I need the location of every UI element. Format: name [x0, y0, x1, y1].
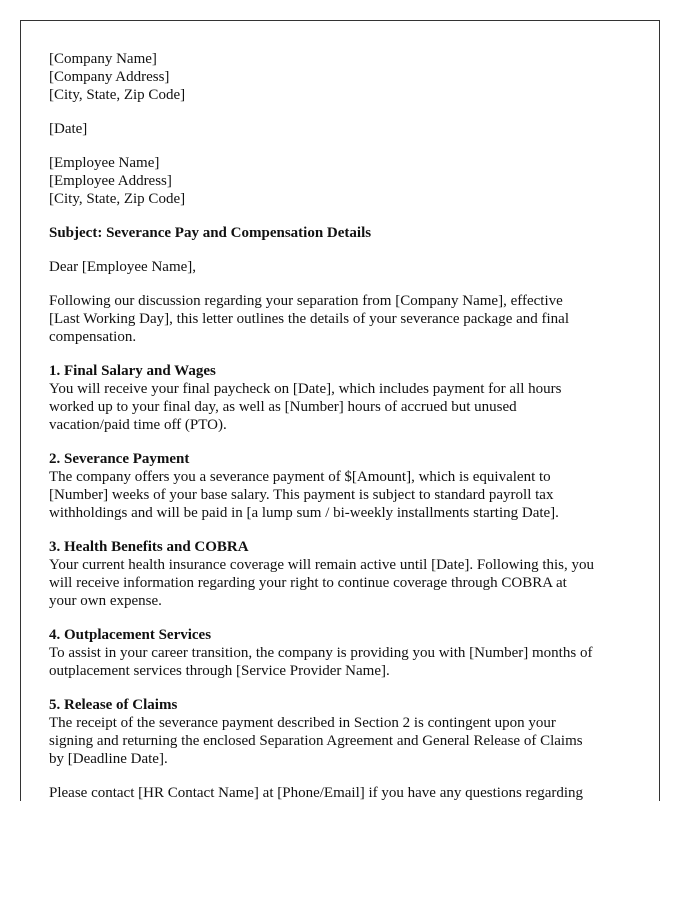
text-line: You will receive your final paycheck on [Date], which includes payment for all hours — [49, 381, 562, 397]
text-line: [Number] weeks of your base salary. This payment is subject to standard payroll tax — [49, 487, 554, 503]
text-line: signing and returning the enclosed Separation Agreement and General Release of Claims — [49, 733, 583, 749]
recipient-address — [49, 154, 659, 208]
text-line: will receive information regarding your right to continue coverage through COBRA at — [49, 575, 567, 591]
section-release-of-claims — [49, 696, 659, 768]
sender-address — [49, 50, 659, 104]
letter-date: [Date] — [49, 121, 88, 137]
text-line: [Last Working Day], this letter outlines the details of your severance package and final — [49, 311, 570, 327]
section-final-salary — [49, 362, 659, 434]
text-line: Your current health insurance coverage will remain active until [Date]. Following this, you — [49, 557, 594, 573]
text-line: worked up to your final day, as well as [Number] hours of accrued but unused — [49, 399, 517, 415]
employee-name: [Employee Name] — [49, 155, 160, 171]
text-line: by [Deadline Date]. — [49, 751, 168, 767]
company-city: [City, State, Zip Code] — [49, 87, 186, 103]
text-line: The receipt of the severance payment described in Section 2 is contingent upon your — [49, 715, 556, 731]
subject-line: Subject: Severance Pay and Compensation Details — [49, 225, 372, 241]
section-heading: 4. Outplacement Services — [49, 627, 212, 643]
company-address: [Company Address] — [49, 69, 170, 85]
intro-paragraph — [49, 292, 659, 346]
text-line: Please contact [HR Contact Name] at [Phone/Email] if you have any questions regarding — [49, 785, 584, 801]
text-line: Following our discussion regarding your separation from [Company Name], effective — [49, 293, 563, 309]
text-line: outplacement services through [Service Provider Name]. — [49, 663, 390, 679]
closing-paragraph — [49, 784, 659, 801]
letter-page — [20, 20, 660, 801]
text-line: To assist in your career transition, the company is providing you with [Number] months of — [49, 645, 593, 661]
section-heading: 5. Release of Claims — [49, 697, 178, 713]
section-health-benefits — [49, 538, 659, 610]
text-line: The company offers you a severance payment of $[Amount], which is equivalent to — [49, 469, 551, 485]
company-name: [Company Name] — [49, 51, 157, 67]
employee-city: [City, State, Zip Code] — [49, 191, 186, 207]
section-heading: 1. Final Salary and Wages — [49, 363, 216, 379]
employee-address: [Employee Address] — [49, 173, 172, 189]
text-line: withholdings and will be paid in [a lump sum / bi-weekly installments starting Date]. — [49, 505, 559, 521]
section-outplacement — [49, 626, 659, 680]
text-line: compensation. — [49, 329, 137, 345]
salutation: Dear [Employee Name], — [49, 259, 197, 275]
text-line: vacation/paid time off (PTO). — [49, 417, 227, 433]
section-heading: 2. Severance Payment — [49, 451, 190, 467]
section-heading: 3. Health Benefits and COBRA — [49, 539, 249, 555]
section-severance-payment — [49, 450, 659, 522]
text-line: your own expense. — [49, 593, 162, 609]
